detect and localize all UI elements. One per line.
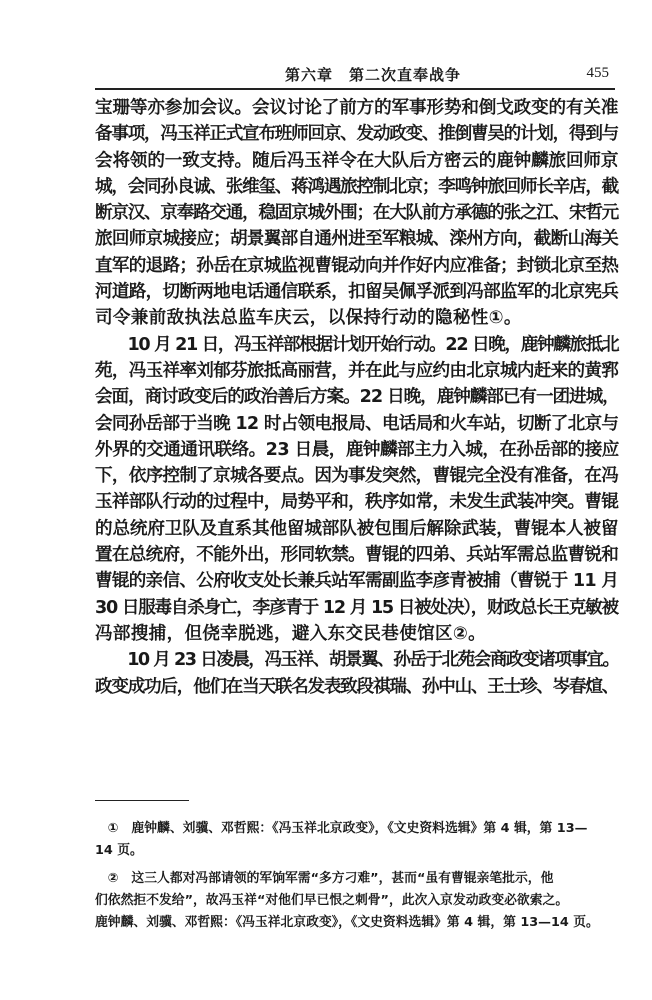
body-line: 10 月 23 日凌晨，冯玉祥、胡景翼、孙岳于北苑会商政变诸项事宜。	[95, 650, 619, 671]
body-line: 会同孙岳部于当晚 12 时占领电报局、电话局和火车站，切断了北京与	[95, 413, 619, 434]
body-line: 下，依序控制了京城各要点。因为事发突然，曹锟完全没有准备，在冯	[95, 466, 619, 487]
body-line: 直军的退路；孙岳在京城监视曹锟动向并作好内应准备；封锁北京至热	[95, 255, 619, 276]
footnote-2	[95, 868, 620, 934]
footnotes	[95, 818, 620, 934]
body-line: 10 月 21 日，冯玉祥部根据计划开始行动。22 日晚，鹿钟麟旅抵北	[95, 334, 619, 355]
footnote-line: 们依然拒不发给”，故冯玉祥“对他们早已恨之刺骨”，此次入京发动政变必欲索之。	[95, 893, 569, 908]
footnote-line: ② 这三人都对冯部请领的军饷军需“多方刁难”，甚而“虽有曹锟亲笔批示，他	[95, 871, 554, 886]
body-line: 司令兼前敌执法总监车庆云，以保持行动的隐秘性①。	[95, 308, 522, 329]
body-line: 旅回师京城接应；胡景翼部自通州进至军粮城、滦州方向，截断山海关	[95, 229, 619, 250]
body-line: 备事项，冯玉祥正式宣布班师回京、发动政变、推倒曹吴的计划，得到与	[95, 124, 619, 145]
page-number: 455	[586, 65, 609, 81]
body-line: 苑，冯玉祥率刘郁芬旅抵高丽营，并在此与应约由北京城内赶来的黄郛	[95, 360, 619, 381]
footnote-rule	[95, 800, 189, 801]
body-line: 玉祥部队行动的过程中，局势平和，秩序如常，未发生武装冲突。曹锟	[95, 492, 619, 513]
footnote-line: 鹿钟麟、刘骥、邓哲熙：《冯玉祥北京政变》，《文史资料选辑》第 4 辑，第 13—14 页。	[95, 915, 599, 930]
running-header	[95, 62, 615, 86]
body-line: 断京汉、京奉路交通，稳固京城外围；在大队前方承德的张之江、宋哲元	[95, 203, 619, 224]
body-line: 河道路，切断两地电话通信联系，扣留吴佩孚派到冯部监军的北京宪兵	[95, 282, 619, 303]
body-line: 的总统府卫队及直系其他留城部队被包围后解除武装，曹锟本人被留	[95, 518, 619, 539]
chapter-title: 第六章 第二次直奉战争	[285, 66, 462, 84]
body-line: 宝珊等亦参加会议。会议讨论了前方的军事形势和倒戈政变的有关准	[95, 98, 619, 118]
body-line: 会将领的一致支持。随后冯玉祥令在大队后方密云的鹿钟麟旅回师京	[95, 150, 619, 171]
body-text	[95, 95, 620, 700]
body-line: 城，会同孙良诚、张维玺、蒋鸿遇旅控制北京；李鸣钟旅回师长辛店，截	[95, 176, 619, 197]
footnote-1	[95, 818, 620, 862]
body-line: 曹锟的亲信、公府收支处长兼兵站军需副监李彦青被捕（曹锐于 11 月	[95, 571, 619, 592]
body-line: 置在总统府，不能外出，形同软禁。曹锟的四弟、兵站军需总监曹锐和	[95, 545, 619, 566]
footnote-line: ① 鹿钟麟、刘骥、邓哲熙：《冯玉祥北京政变》，《文史资料选辑》第 4 辑，第 13—	[95, 821, 588, 836]
header-rule	[95, 88, 615, 90]
body-line: 外界的交通通讯联络。23 日晨，鹿钟麟部主力入城，在孙岳部的接应	[95, 439, 619, 460]
body-line: 冯部搜捕，但侥幸脱逃，避入东交民巷使馆区②。	[95, 623, 486, 644]
footnote-line: 14 页。	[95, 843, 143, 858]
body-line: 会面，商讨政变后的政治善后方案。22 日晚，鹿钟麟部已有一团进城，	[95, 387, 619, 408]
body-line: 政变成功后，他们在当天联名发表致段祺瑞、孙中山、王士珍、岑春煊、	[95, 676, 619, 697]
body-line: 30 日服毒自杀身亡，李彦青于 12 月 15 日被处决），财政总长王克敏被	[95, 597, 618, 618]
